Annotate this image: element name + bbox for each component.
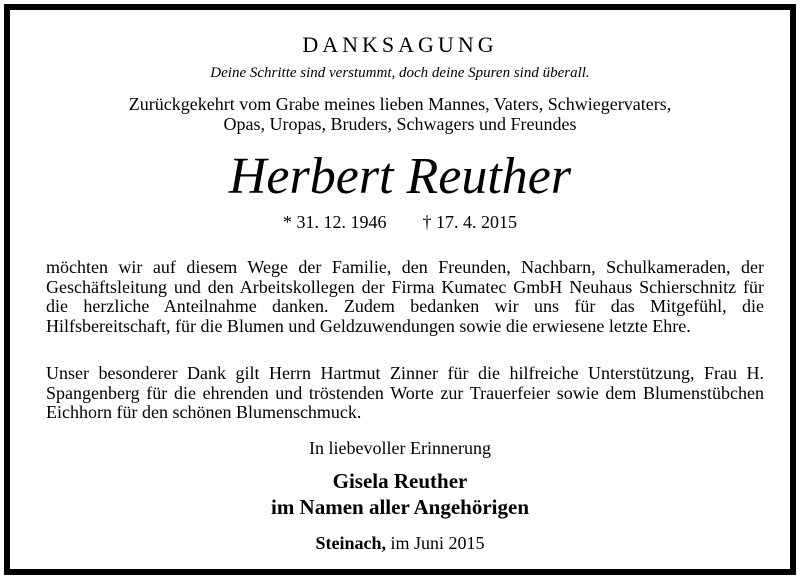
deceased-name: Herbert Reuther [228,148,572,205]
closing-line: In liebevoller Erinnerung [309,438,491,458]
intro-line-1: Zurückgekehrt vom Grabe meines lieben Mannes, Vaters, Schwiegervaters, [128,94,672,114]
signer-name: Gisela Reuther [332,469,468,493]
place: Steinach, [315,533,386,553]
motto-line: Deine Schritte sind verstummt, doch deine Spuren sind überall. [210,65,590,81]
intro-text [10,94,790,134]
thanks-paragraph-2: Unser besonderer Dank gilt Herrn Hartmut Zinner für die hilfreiche Unterstützung, Frau H. Spangenberg für die ehrenden und tröstenden Worte zur Trauerfeier sowie dem Blumenstübchen Eichhorn für den schönen Blumenschmuck. [46,363,764,423]
date: im Juni 2015 [390,533,485,553]
death-date: † 17. 4. 2015 [422,212,517,232]
obituary-notice [4,4,796,575]
signer-note: im Namen aller Angehörigen [270,495,529,519]
signer-block [10,468,790,520]
thanks-paragraph-1: möchten wir auf diesem Wege der Familie, den Freunden, Nachbarn, Schulkameraden, der Geschäftsleitung und den Arbeitskollegen der Firma Kumatec GmbH Neuhaus Schierschnitz für die herzliche Anteilnahme danken. Zudem bedanken wir uns für das Mitgefühl, die Hilfsbereitschaft, für die Blumen und Geldzuwendungen sowie die erwiesene letzte Ehre. [46,257,764,336]
life-dates [10,212,790,233]
place-date [10,533,790,554]
birth-date: * 31. 12. 1946 [283,212,387,232]
intro-line-2: Opas, Uropas, Bruders, Schwagers und Freundes [223,114,577,134]
notice-heading: DANKSAGUNG [302,32,498,57]
